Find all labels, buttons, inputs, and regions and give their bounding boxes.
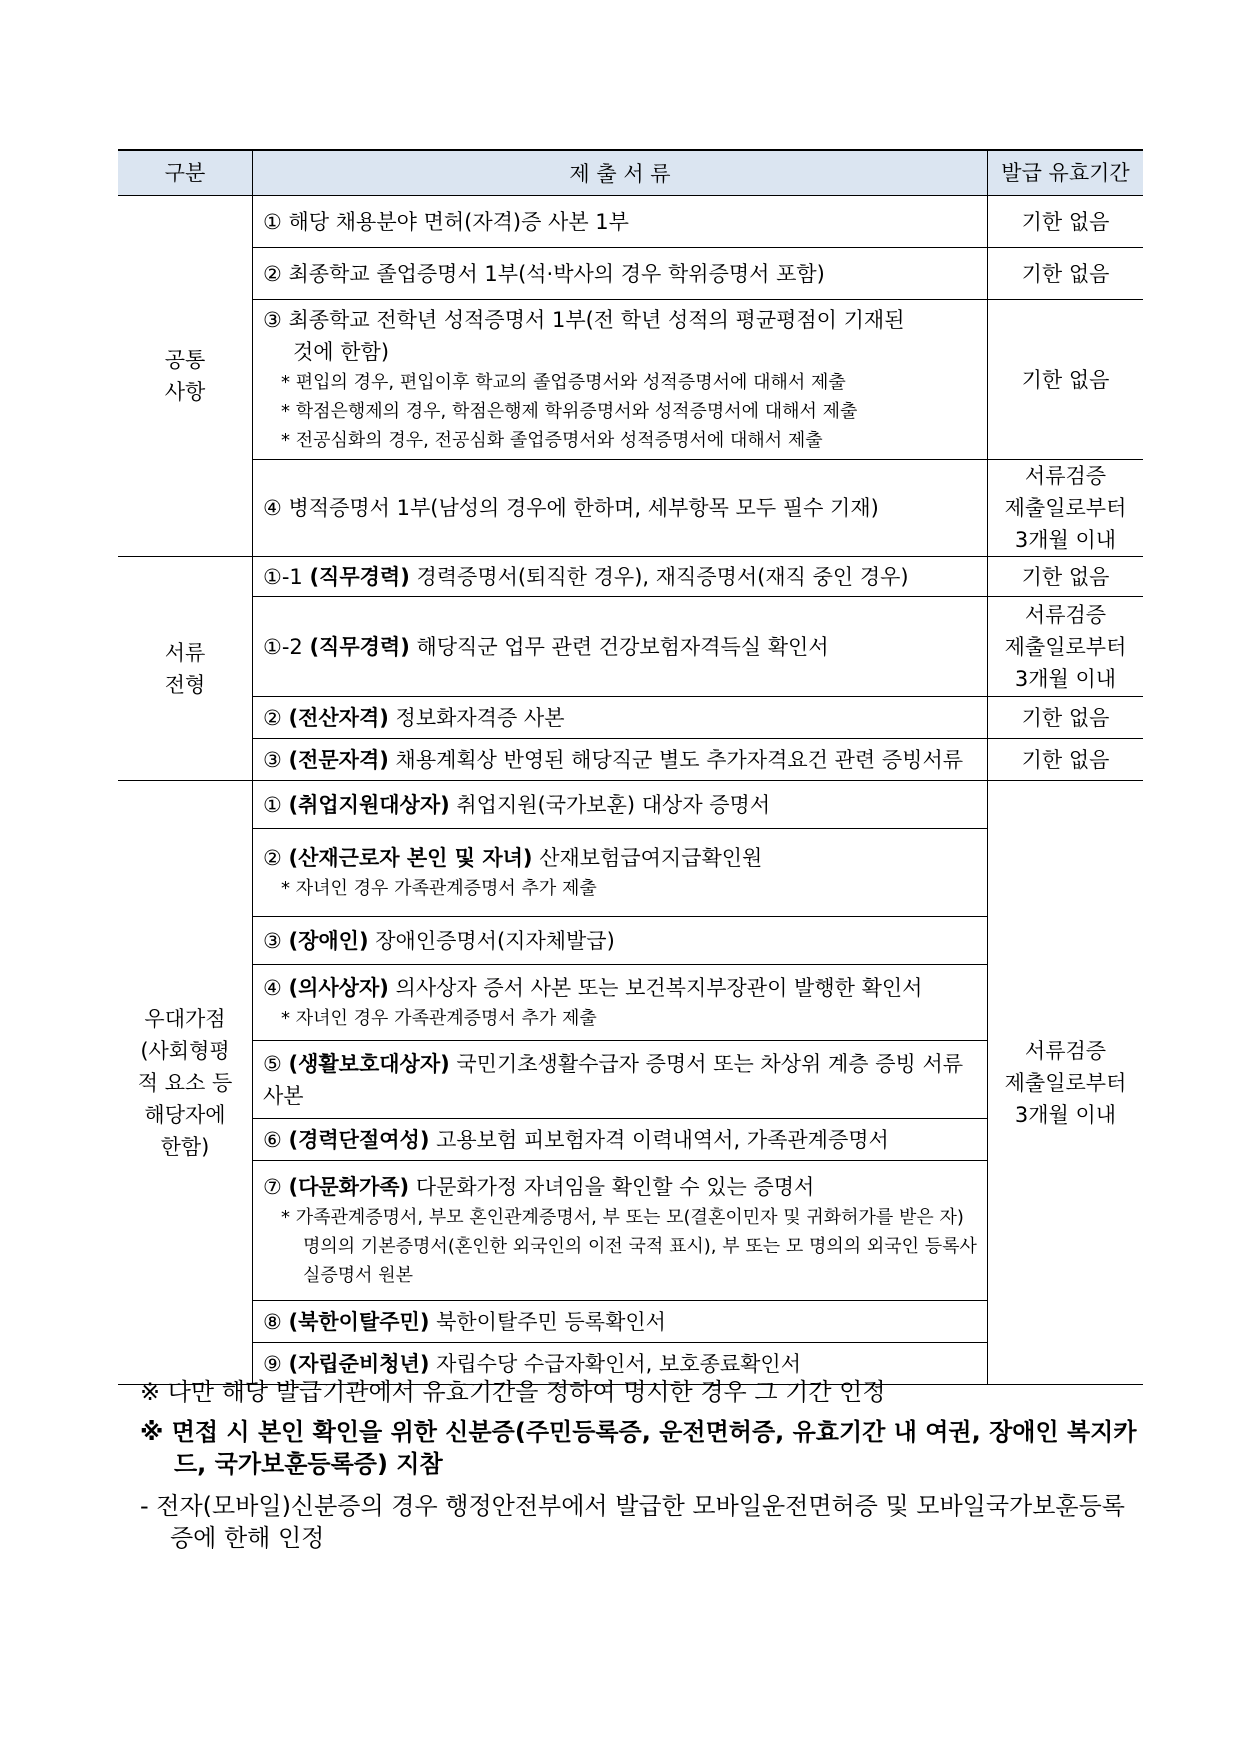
document-text	[263, 561, 977, 593]
document-cell	[253, 965, 988, 1041]
footer-note-2: ※ 면접 시 본인 확인을 위한 신분증(주민등록증, 운전면허증, 유효기간 내 여권, 장애인 복지카드, 국가보훈등록증) 지참	[140, 1418, 1137, 1478]
table-row	[118, 460, 1143, 557]
document-cell	[253, 1301, 988, 1343]
item-prefix: ②	[263, 705, 289, 730]
validity-cell: 기한 없음	[988, 697, 1144, 739]
item-text: 의사상자 증서 사본 또는 보건복지부장관이 발행한 확인서	[388, 976, 923, 1000]
item-prefix: ⑥	[263, 1127, 289, 1152]
document-text	[263, 972, 977, 1004]
document-cell	[253, 781, 988, 829]
header-row	[118, 150, 1143, 196]
header-validity: 발급 유효기간	[988, 150, 1144, 196]
document-text	[263, 842, 977, 874]
footer-note-3: - 전자(모바일)신분증의 경우 행정안전부에서 발급한 모바일운전면허증 및 모바일국가보훈등록증에 한해 인정	[140, 1492, 1125, 1552]
document-text	[263, 1171, 977, 1203]
table-row	[118, 597, 1143, 697]
item-text: 취업지원(국가보훈) 대상자 증명서	[449, 792, 771, 817]
item-prefix: ⑨	[263, 1351, 289, 1376]
item-note: * 전공심화의 경우, 전공심화 졸업증명서와 성적증명서에 대해서 제출	[281, 430, 823, 451]
item-prefix: ③	[263, 928, 289, 953]
document-table	[118, 149, 1143, 1385]
item-prefix: ④	[263, 976, 289, 1000]
header-category: 구분	[118, 150, 253, 196]
item-type: (전산자격)	[288, 705, 389, 730]
item-prefix: ①-1	[263, 564, 310, 589]
document-text	[263, 631, 977, 663]
table-row	[118, 557, 1143, 597]
validity-cell: 기한 없음	[988, 196, 1144, 248]
item-text: 정보화자격증 사본	[388, 705, 565, 730]
item-text: 장애인증명서(지자체발급)	[368, 928, 615, 953]
item-prefix: ③	[263, 747, 289, 772]
item-text: 것에 한함)	[293, 340, 390, 364]
item-type: (다문화가족)	[288, 1175, 410, 1199]
document-cell	[253, 300, 988, 460]
table-row	[118, 697, 1143, 739]
document-cell	[253, 557, 988, 597]
item-prefix: ②	[263, 846, 289, 870]
item-text: 다문화가정 자녀임을 확인할 수 있는 증명서	[409, 1175, 815, 1199]
document-text	[263, 1348, 977, 1380]
document-text	[263, 744, 977, 776]
table-row	[118, 781, 1143, 829]
document-cell	[253, 460, 988, 557]
validity-cell: 서류검증 제출일로부터 3개월 이내	[988, 460, 1144, 557]
validity-cell: 기한 없음	[988, 248, 1144, 300]
table-row	[118, 196, 1143, 248]
table-row	[118, 300, 1143, 460]
item-prefix: ① 해당 채용분야 면허(자격)증 사본 1부	[263, 209, 629, 234]
validity-cell: 기한 없음	[988, 300, 1144, 460]
document-cell	[253, 829, 988, 917]
document-cell	[253, 248, 988, 300]
document-cell	[253, 1119, 988, 1161]
footer-note-1: ※ 다만 해당 발급기관에서 유효기간을 정하여 명시한 경우 그 기간 인정	[140, 1378, 886, 1406]
item-type: (직무경력)	[309, 634, 410, 659]
category-cell: 서류 전형	[118, 557, 253, 781]
item-type: (경력단절여성)	[288, 1127, 430, 1152]
item-type: (직무경력)	[309, 564, 410, 589]
category-cell: 우대가점 (사회형평 적 요소 등 해당자에 한함)	[118, 781, 253, 1385]
category-cell: 공통 사항	[118, 196, 253, 557]
document-text	[263, 206, 977, 238]
item-note: * 자녀인 경우 가족관계증명서 추가 제출	[281, 878, 597, 899]
item-type: (취업지원대상자)	[288, 792, 450, 817]
document-cell	[253, 697, 988, 739]
header-documents: 제 출 서 류	[253, 150, 988, 196]
item-prefix: ② 최종학교 졸업증명서 1부(석·박사의 경우 학위증명서 포함)	[263, 261, 825, 286]
table-row	[118, 739, 1143, 781]
item-note: * 편입의 경우, 편입이후 학교의 졸업증명서와 성적증명서에 대해서 제출	[281, 372, 846, 393]
document-cell	[253, 1161, 988, 1301]
validity-cell: 기한 없음	[988, 557, 1144, 597]
document-cell	[253, 196, 988, 248]
item-type: (의사상자)	[288, 976, 389, 1000]
item-text: 해당직군 업무 관련 건강보험자격득실 확인서	[409, 634, 829, 659]
item-text: 국민기초생활수급자 증명서 또는 차상위 계층 증빙 서류 사본	[263, 1051, 964, 1108]
document-cell	[253, 1041, 988, 1119]
item-prefix: ③ 최종학교 전학년 성적증명서 1부(전 학년 성적의 평균평점이 기재된	[263, 308, 905, 332]
document-text	[263, 1306, 977, 1338]
item-note: * 가족관계증명서, 부모 혼인관계증명서, 부 또는 모(결혼이민자 및 귀화허가를 받은 자) 명의의 기본증명서(혼인한 외국인의 이전 국적 표시), 부 또는 모 명의의 외국인 등록사실증명서 원본	[281, 1207, 977, 1286]
item-text: 산재보험급여지급확인원	[532, 846, 763, 870]
document-text	[263, 258, 977, 290]
document-cell	[253, 597, 988, 697]
document-text	[263, 925, 977, 957]
item-type: (북한이탈주민)	[288, 1309, 430, 1334]
item-note: * 자녀인 경우 가족관계증명서 추가 제출	[281, 1008, 597, 1029]
item-prefix: ⑤	[263, 1051, 289, 1076]
item-type: (장애인)	[288, 928, 369, 953]
validity-cell: 서류검증 제출일로부터 3개월 이내	[988, 597, 1144, 697]
document-cell	[253, 917, 988, 965]
item-prefix: ④ 병적증명서 1부(남성의 경우에 한하며, 세부항목 모두 필수 기재)	[263, 496, 879, 520]
document-text	[263, 789, 977, 821]
item-text: 자립수당 수급자확인서, 보호종료확인서	[429, 1351, 801, 1376]
item-type: (산재근로자 본인 및 자녀)	[288, 846, 533, 870]
item-type: (자립준비청년)	[288, 1351, 430, 1376]
document-text	[263, 1048, 977, 1112]
item-prefix: ⑦	[263, 1175, 289, 1199]
item-text: 경력증명서(퇴직한 경우), 재직증명서(재직 중인 경우)	[409, 564, 909, 589]
item-text: 북한이탈주민 등록확인서	[429, 1309, 666, 1334]
document-cell	[253, 739, 988, 781]
document-text	[263, 702, 977, 734]
item-type: (전문자격)	[288, 747, 389, 772]
table-row	[118, 248, 1143, 300]
item-note: * 학점은행제의 경우, 학점은행제 학위증명서와 성적증명서에 대해서 제출	[281, 401, 858, 422]
document-text	[263, 1124, 977, 1156]
document-text	[263, 304, 977, 336]
item-prefix: ①-2	[263, 634, 310, 659]
validity-cell: 기한 없음	[988, 739, 1144, 781]
item-prefix: ①	[263, 792, 289, 817]
item-prefix: ⑧	[263, 1309, 289, 1334]
item-text: 고용보험 피보험자격 이력내역서, 가족관계증명서	[429, 1127, 889, 1152]
table-body	[118, 196, 1143, 1385]
validity-cell: 서류검증 제출일로부터 3개월 이내	[988, 781, 1144, 1385]
item-text: 채용계획상 반영된 해당직군 별도 추가자격요건 관련 증빙서류	[388, 747, 964, 772]
item-type: (생활보호대상자)	[288, 1051, 450, 1076]
document-text	[263, 492, 977, 524]
